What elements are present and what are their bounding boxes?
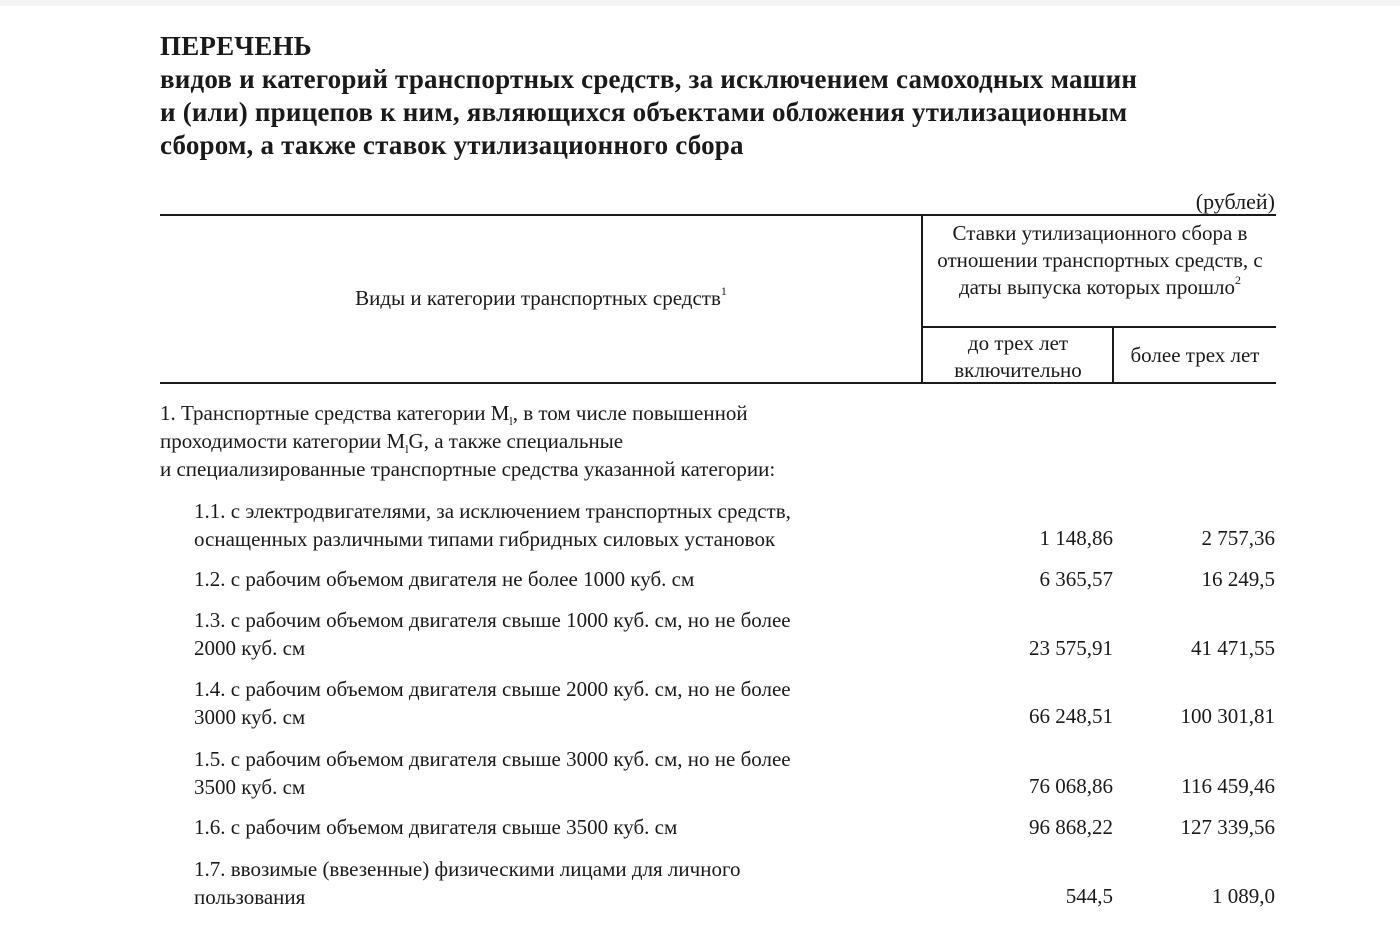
rate-up-to-3: 76 068,86 bbox=[1029, 774, 1113, 798]
row-text: 1.1. с электродвигателями, за исключением транспортных средств, bbox=[194, 499, 791, 523]
header-col-over-3-years: более трех лет bbox=[1130, 343, 1260, 367]
category-subscript: l bbox=[405, 442, 409, 457]
section-heading bbox=[160, 399, 920, 483]
row-text: 1.3. с рабочим объемом двигателя свыше 1000 куб. см, но не более bbox=[194, 608, 791, 632]
row-text: 3000 куб. см bbox=[194, 705, 306, 729]
row-text: 2000 куб. см bbox=[194, 636, 306, 660]
table-row-label bbox=[194, 565, 914, 593]
section-text: , в том числе повышенной bbox=[512, 401, 748, 425]
footnote-mark: 2 bbox=[1235, 273, 1242, 287]
header-types-label: Виды и категории транспортных средств bbox=[355, 286, 721, 310]
header-rates-label: Ставки утилизационного сбора в отношении транспортных средств, с даты выпуска которых прошло bbox=[937, 221, 1263, 299]
units-note: (рублей) bbox=[1195, 189, 1275, 214]
table-row-label bbox=[194, 497, 914, 553]
row-text: 1.7. ввозимые (ввезенные) физическими лицами для личного bbox=[194, 857, 741, 881]
row-text: оснащенных различными типами гибридных силовых установок bbox=[194, 527, 776, 551]
rate-up-to-3: 23 575,91 bbox=[1029, 636, 1113, 660]
top-strip bbox=[0, 0, 1400, 6]
rate-over-3: 116 459,46 bbox=[1181, 774, 1275, 798]
header-rates bbox=[924, 220, 1276, 301]
rate-over-3: 127 339,56 bbox=[1180, 815, 1275, 839]
row-text: 3500 куб. см bbox=[194, 775, 306, 799]
title-line: видов и категорий транспортных средств, за исключением самоходных машин bbox=[160, 64, 1138, 94]
category-subscript: l bbox=[509, 414, 513, 429]
rate-up-to-3: 6 365,57 bbox=[1039, 567, 1113, 591]
table-top-rule bbox=[160, 214, 1276, 216]
row-text: 1.2. с рабочим объемом двигателя не более 1000 куб. см bbox=[194, 567, 695, 591]
table-row-label bbox=[194, 675, 914, 731]
rate-over-3: 16 249,5 bbox=[1201, 567, 1275, 591]
footnote-mark: 1 bbox=[720, 284, 727, 298]
rate-up-to-3: 1 148,86 bbox=[1039, 526, 1113, 550]
rate-up-to-3: 544,5 bbox=[1065, 884, 1113, 908]
section-text: проходимости категории M bbox=[160, 429, 406, 453]
row-text: 1.5. с рабочим объемом двигателя свыше 3000 куб. см, но не более bbox=[194, 747, 791, 771]
row-text: 1.6. с рабочим объемом двигателя свыше 3500 куб. см bbox=[194, 815, 678, 839]
row-text: 1.4. с рабочим объемом двигателя свыше 2000 куб. см, но не более bbox=[194, 677, 791, 701]
table-row-label bbox=[194, 745, 914, 801]
rate-over-3: 1 089,0 bbox=[1212, 884, 1275, 908]
table-row-label bbox=[194, 855, 914, 911]
table-row-label bbox=[194, 813, 914, 841]
header-col-up-to-3-years: до трех лет включительно bbox=[954, 331, 1082, 382]
rate-over-3: 41 471,55 bbox=[1191, 636, 1275, 660]
document-title bbox=[160, 30, 1260, 162]
section-text: 1. Транспортные средства категории M bbox=[160, 401, 510, 425]
title-line: и (или) прицепов к ним, являющихся объектами обложения утилизационным bbox=[160, 97, 1128, 127]
header-types-categories bbox=[160, 286, 922, 311]
rate-up-to-3: 66 248,51 bbox=[1029, 704, 1113, 728]
title-line: сбором, а также ставок утилизационного сбора bbox=[160, 130, 744, 160]
title-line: ПЕРЕЧЕНЬ bbox=[160, 31, 312, 61]
section-text: и специализированные транспортные средства указанной категории: bbox=[160, 457, 776, 481]
rate-over-3: 2 757,36 bbox=[1201, 526, 1275, 550]
rate-up-to-3: 96 868,22 bbox=[1029, 815, 1113, 839]
header-sub-rule bbox=[922, 326, 1276, 328]
section-text: G, а также специальные bbox=[408, 429, 624, 453]
row-text: пользования bbox=[194, 885, 306, 909]
rate-over-3: 100 301,81 bbox=[1180, 704, 1275, 728]
table-row-label bbox=[194, 606, 914, 662]
